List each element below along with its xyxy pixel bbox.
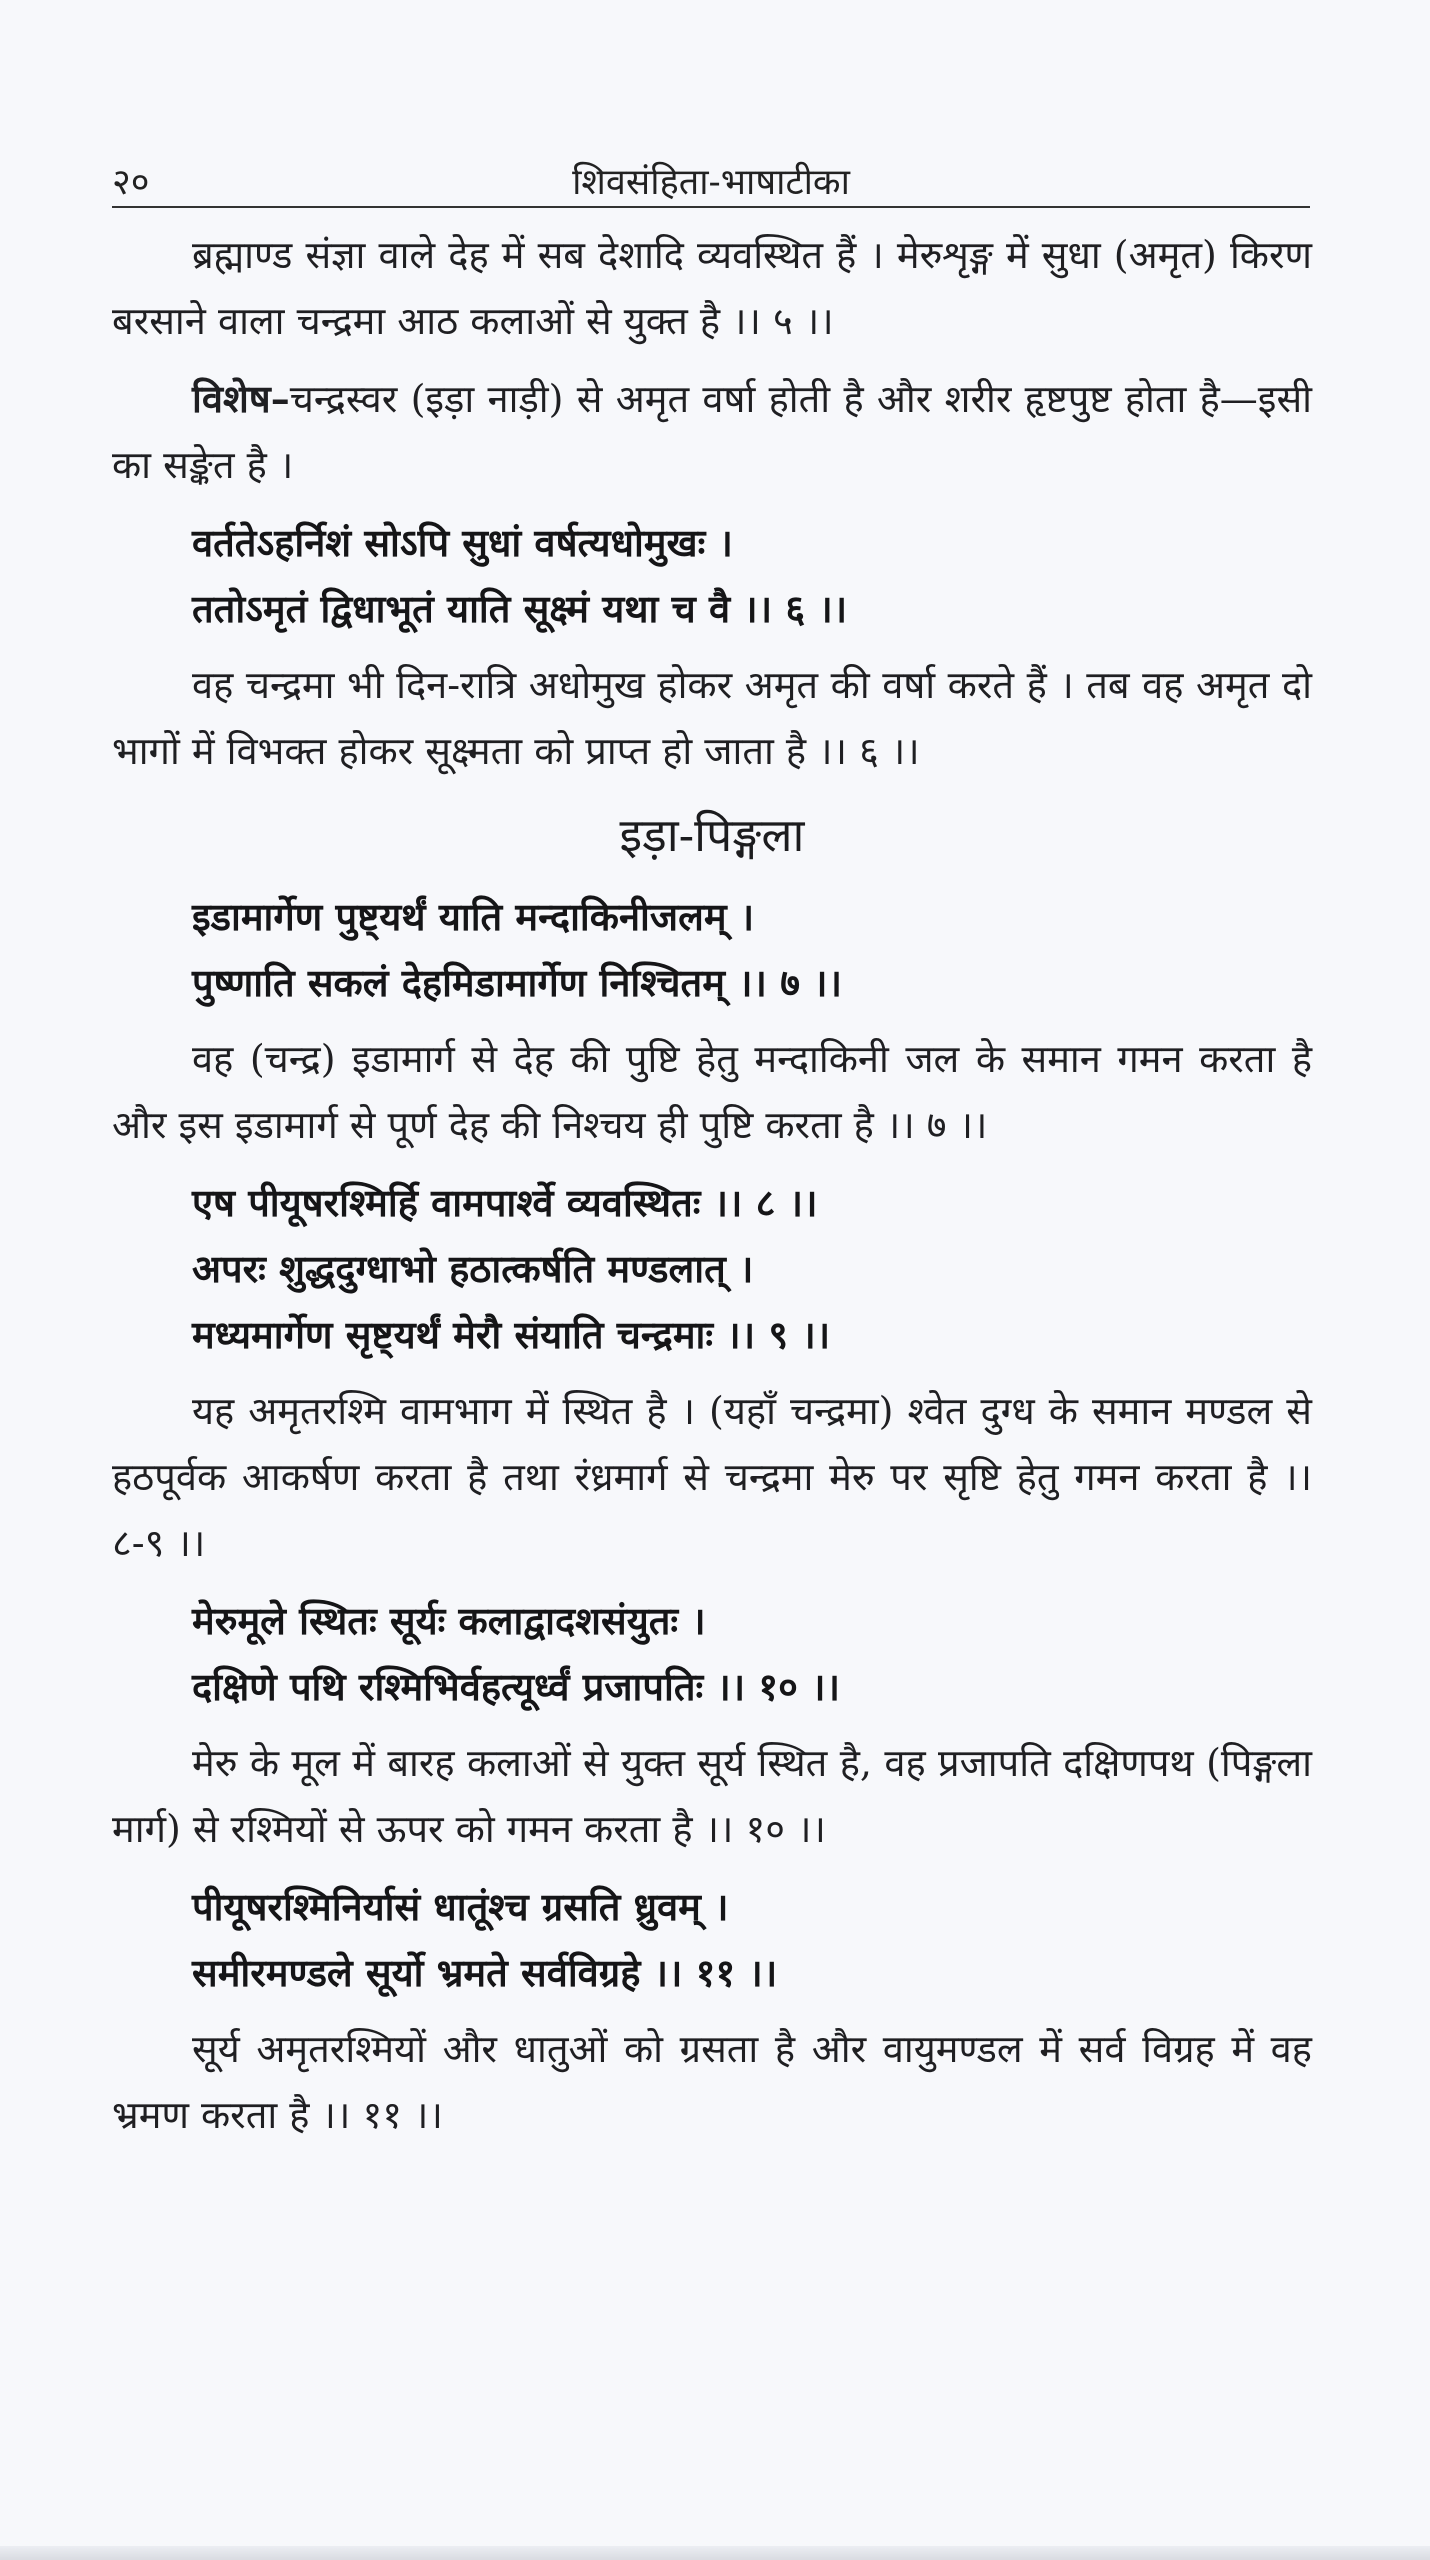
verse-7-line-1: इडामार्गेण पुष्ट्यर्थं याति मन्दाकिनीजलम् । [192, 894, 755, 939]
commentary-verse-8-9: यह अमृतरश्मि वामभाग में स्थित है । (यहाँ चन्द्रमा) श्वेत दुग्ध के समान मण्डल से हठपूर्वक आकर्षण करता है तथा रंध्रमार्ग से चन्द्रमा मेरु पर सृष्टि हेतु गमन करता है ।। ८-९ ।। [112, 1389, 1312, 1565]
commentary-verse-11: सूर्य अमृतरश्मियों और धातुओं को ग्रसता है और वायुमण्डल में सर्व विग्रह में वह भ्रमण करता है ।। ११ ।। [112, 2027, 1312, 2137]
special-note-text: चन्द्रस्वर (इड़ा नाड़ी) से अमृत वर्षा होती है और शरीर हृष्टपुष्ट होता है—इसी का सङ्केत है । [112, 377, 1312, 487]
special-note [112, 366, 1312, 498]
verse-6-line-1: वर्ततेऽहर्निशं सोऽपि सुधां वर्षत्यधोमुखः । [192, 520, 733, 565]
special-note-label: विशेष– [192, 376, 290, 421]
verse-9-line-2: मध्यमार्गेण सृष्ट्यर्थं मेरौ संयाति चन्द्रमाः ।। ९ ।। [192, 1312, 831, 1357]
verse-7 [112, 884, 1312, 1016]
page-edge-shadow [0, 2546, 1430, 2560]
page-content [112, 222, 1312, 2148]
commentary-verse-10: मेरु के मूल में बारह कलाओं से युक्त सूर्य स्थित है, वह प्रजापति दक्षिणपथ (पिङ्गला मार्ग) से रश्मियों से ऊपर को गमन करता है ।। १० ।। [112, 1741, 1312, 1851]
commentary-verse-5: ब्रह्माण्ड संज्ञा वाले देह में सब देशादि व्यवस्थित हैं । मेरुशृङ्ग में सुधा (अमृत) किरण बरसाने वाला चन्द्रमा आठ कलाओं से युक्त है ।। ५ ।। [112, 233, 1312, 343]
page-number: २० [112, 162, 150, 203]
verse-10-line-1: मेरुमूले स्थितः सूर्यः कलाद्वादशसंयुतः । [192, 1598, 706, 1643]
verse-7-line-2: पुष्णाति सकलं देहमिडामार्गेण निश्चितम् ।। ७ ।। [192, 960, 842, 1005]
verse-10 [112, 1588, 1312, 1720]
running-title: शिवसंहिता-भाषाटीका [572, 162, 850, 203]
commentary-verse-7: वह (चन्द्र) इडामार्ग से देह की पुष्टि हेतु मन्दाकिनी जल के समान गमन करता है और इस इडामार्ग से पूर्ण देह की निश्चय ही पुष्टि करता है ।। ७ ।। [112, 1037, 1312, 1147]
verse-9-line-1: अपरः शुद्धदुग्धाभो हठात्कर्षति मण्डलात् । [192, 1246, 754, 1291]
verse-10-line-2: दक्षिणे पथि रश्मिभिर्वहत्यूर्ध्वं प्रजापतिः ।। १० ।। [192, 1664, 840, 1709]
verse-11-line-2: समीरमण्डले सूर्यो भ्रमते सर्वविग्रहे ।। ११ ।। [192, 1950, 778, 1995]
commentary-verse-6: वह चन्द्रमा भी दिन-रात्रि अधोमुख होकर अमृत की वर्षा करते हैं । तब वह अमृत दो भागों में विभक्त होकर सूक्ष्मता को प्राप्त हो जाता है ।। ६ ।। [112, 663, 1312, 773]
verse-11 [112, 1874, 1312, 2006]
section-heading: इड़ा-पिङ्गला [619, 808, 805, 862]
verse-6-line-2: ततोऽमृतं द्विधाभूतं याति सूक्ष्मं यथा च वै ।। ६ ।। [192, 586, 848, 631]
verse-11-line-1: पीयूषरश्मिनिर्यासं धातूंश्च ग्रसति ध्रुवम् । [192, 1884, 729, 1929]
verse-8-line-1: एष पीयूषरश्मिर्हि वामपार्श्वे व्यवस्थितः ।। ८ ।। [192, 1180, 818, 1225]
verse-6 [112, 510, 1312, 642]
header-rule [112, 206, 1310, 208]
verse-8-9 [112, 1170, 1312, 1368]
page-header [112, 158, 1310, 208]
